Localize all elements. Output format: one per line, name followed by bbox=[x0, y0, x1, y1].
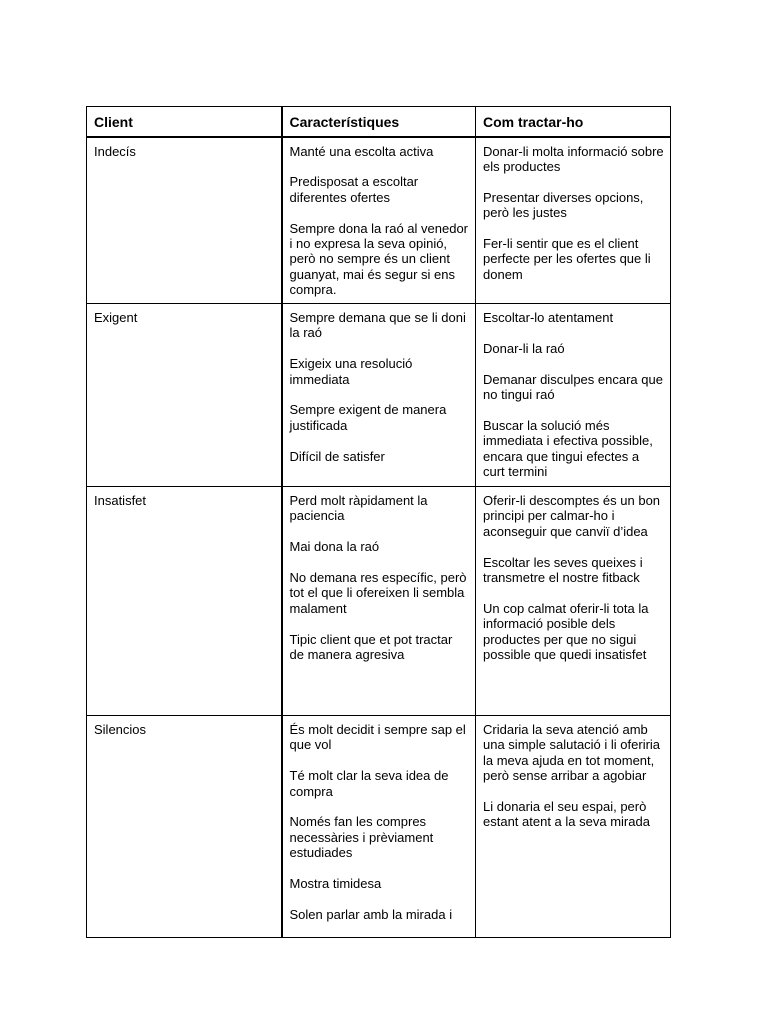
com-tractar-item: Escoltar-lo atentament bbox=[483, 310, 614, 325]
caracteristica-item: Exigeix una resolució immediata bbox=[289, 356, 413, 387]
caracteristica-item: Té molt clar la seva idea de compra bbox=[289, 768, 449, 799]
caracteristica-item: És molt decidit i sempre sap el que vol bbox=[289, 722, 466, 753]
table-header-row bbox=[87, 107, 671, 137]
com-tractar-item: Li donaria el seu espai, però estant atent a la seva mirada bbox=[483, 799, 650, 830]
client-type-cell bbox=[87, 716, 282, 938]
com-tractar-item: Oferir-li descomptes és un bon principi per calmar-ho i aconseguir que canviï d’idea bbox=[483, 493, 661, 539]
caracteristica-item: Difícil de satisfer bbox=[289, 448, 385, 464]
header-client: Client bbox=[87, 107, 282, 137]
caracteristica-item: Manté una escolta activa bbox=[289, 143, 434, 159]
caracteristica-item: Tipic client que et pot tractar de manera agresiva bbox=[289, 631, 453, 663]
table-row bbox=[87, 304, 671, 487]
client-type-cell bbox=[87, 304, 282, 487]
table-row bbox=[87, 487, 671, 716]
caracteristiques-cell bbox=[282, 304, 476, 487]
com-tractar-item: Presentar diverses opcions, però les justes bbox=[483, 189, 644, 221]
client-type-label: Insatisfet bbox=[94, 493, 147, 508]
header-caracteristiques: Característiques bbox=[282, 107, 476, 137]
caracteristica-item: Perd molt ràpidament la paciencia bbox=[289, 493, 428, 524]
caracteristica-item: No demana res específic, però tot el que li ofereixen li sembla malament bbox=[289, 570, 467, 616]
table-row bbox=[87, 137, 671, 304]
caracteristica-item: Només fan les compres necessàries i prèviament estudiades bbox=[289, 814, 434, 861]
header-com-tractar: Com tractar-ho bbox=[476, 107, 671, 137]
com-tractar-cell bbox=[476, 304, 671, 487]
client-type-label: Exigent bbox=[94, 310, 138, 325]
caracteristiques-cell bbox=[282, 487, 476, 716]
caracteristica-item: Predisposat a escoltar diferentes ofertes bbox=[289, 174, 419, 205]
com-tractar-cell bbox=[476, 137, 671, 304]
caracteristica-item: Mai dona la raó bbox=[289, 539, 380, 555]
com-tractar-item: Donar-li molta informació sobre els productes bbox=[483, 143, 664, 174]
com-tractar-cell bbox=[476, 716, 671, 938]
client-type-cell bbox=[87, 487, 282, 716]
com-tractar-item: Escoltar les seves queixes i transmetre el nostre fitback bbox=[483, 554, 643, 586]
com-tractar-item: Cridaria la seva atenció amb una simple salutació i li oferiria la meva ajuda en tot moment, però sense arribar a agobiar bbox=[483, 722, 661, 784]
com-tractar-item: Buscar la solució més immediata i efectiva possible, encara que tingui efectes a curt termini bbox=[483, 417, 653, 480]
table-row bbox=[87, 716, 671, 938]
client-type-cell bbox=[87, 137, 282, 304]
com-tractar-item: Demanar disculpes encara que no tingui raó bbox=[483, 371, 663, 402]
client-type-label: Indecís bbox=[94, 143, 136, 159]
caracteristica-item: Sempre dona la raó al venedor i no expresa la seva opinió, però no sempre és un client guanyat, mai és segur si ens compra. bbox=[289, 220, 469, 298]
caracteristica-item: Sempre exigent de manera justificada bbox=[289, 402, 447, 433]
client-type-label: Silencios bbox=[94, 722, 147, 737]
com-tractar-item: Donar-li la raó bbox=[483, 340, 565, 356]
com-tractar-cell bbox=[476, 487, 671, 716]
client-types-table bbox=[86, 106, 671, 938]
caracteristica-item: Sempre demana que se li doni la raó bbox=[289, 310, 466, 341]
caracteristica-item: Solen parlar amb la mirada i bbox=[289, 906, 453, 922]
caracteristiques-cell bbox=[282, 716, 476, 938]
com-tractar-item: Fer-li sentir que es el client perfecte per les ofertes que li donem bbox=[483, 235, 651, 282]
caracteristica-item: Mostra timidesa bbox=[289, 876, 382, 892]
caracteristiques-cell bbox=[282, 137, 476, 304]
com-tractar-item: Un cop calmat oferir-li tota la informació posible dels productes per que no sigui possible que quedi insatisfet bbox=[483, 600, 649, 663]
